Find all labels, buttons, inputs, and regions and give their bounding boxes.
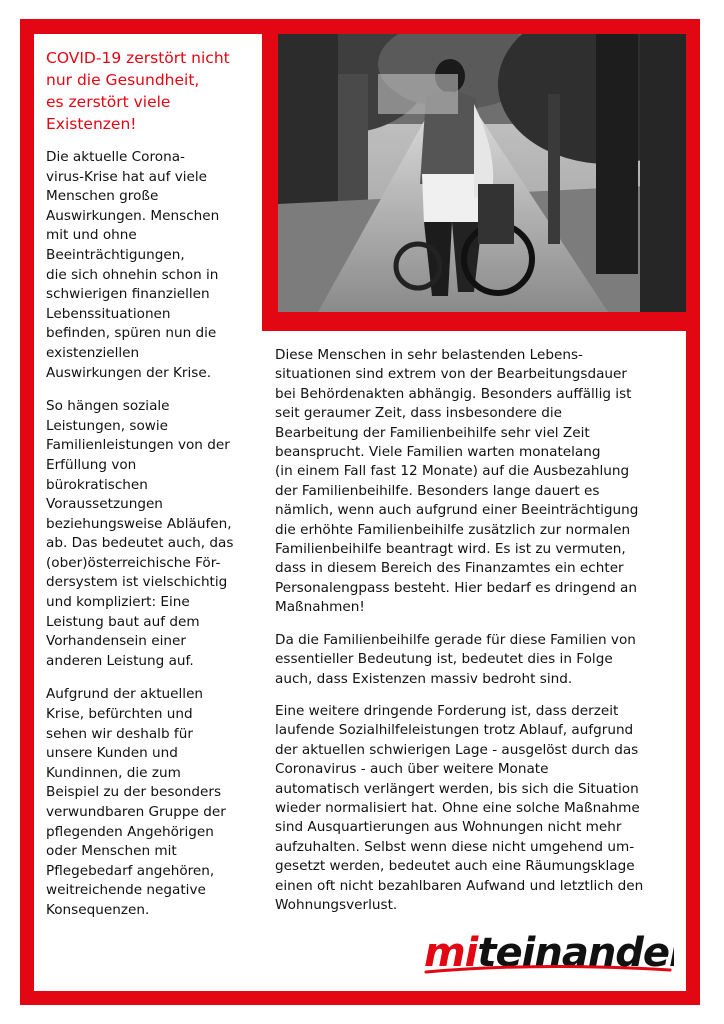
miteinander-logo bbox=[420, 928, 674, 978]
text-line: ab. Das bedeutet auch, das bbox=[46, 535, 234, 552]
text-line: virus-Krise hat auf viele bbox=[46, 168, 208, 185]
text-line: mit und ohne bbox=[46, 227, 137, 244]
text-line: Die aktuelle Corona- bbox=[46, 149, 185, 165]
text-line: anderen Leistung auf. bbox=[46, 652, 194, 669]
text-line: unsere Kunden und bbox=[46, 745, 178, 762]
text-line: (in einem Fall fast 12 Monate) auf die Ausbezahlung bbox=[275, 463, 630, 480]
headline bbox=[46, 47, 262, 135]
right-paragraph-1 bbox=[275, 346, 686, 618]
right-text-column bbox=[262, 331, 686, 991]
text-line: auch, dass Existenzen massiv bedroht sind. bbox=[275, 670, 573, 687]
text-line: und kompliziert: Eine bbox=[46, 594, 190, 611]
text-line: Menschen große bbox=[46, 188, 159, 205]
text-line: So hängen soziale bbox=[46, 398, 170, 415]
text-line: verwundbaren Gruppe der bbox=[46, 804, 226, 820]
text-line: Konsequenzen. bbox=[46, 901, 150, 918]
text-line: Personalengpass besteht. Hier bedarf es dringend an bbox=[275, 579, 637, 596]
text-line: gesetzt werden, bedeutet auch eine Räumungsklage bbox=[275, 858, 635, 875]
text-line: Pflegebedarf angehören, bbox=[46, 862, 215, 879]
text-line: Vorhandensein einer bbox=[46, 633, 186, 650]
text-line: Auswirkungen. Menschen bbox=[46, 207, 220, 224]
photo-wheelchair-walk bbox=[278, 34, 686, 312]
text-line: bürokratischen bbox=[46, 476, 148, 493]
right-paragraph-2 bbox=[275, 631, 686, 689]
left-paragraph-1 bbox=[46, 148, 262, 383]
text-line: Kundinnen, die zum bbox=[46, 764, 181, 781]
text-line: Maßnahmen! bbox=[275, 599, 365, 616]
text-line: nämlich, wenn auch aufgrund einer Beeinträchtigung bbox=[275, 502, 639, 519]
text-line: oder Menschen mit bbox=[46, 843, 177, 860]
text-line: bei Behördenakten abhängig. Besonders auffällig ist bbox=[275, 385, 632, 402]
text-line: Leistungen, sowie bbox=[46, 417, 169, 434]
text-line: Auswirkungen der Krise. bbox=[46, 364, 212, 381]
text-line: Leistung baut auf dem bbox=[46, 613, 200, 630]
text-line: situationen sind extrem von der Bearbeitungsdauer bbox=[275, 366, 627, 383]
text-line: COVID-19 zerstört nicht bbox=[46, 49, 230, 67]
text-line: pflegenden Angehörigen bbox=[46, 823, 214, 840]
text-line: nur die Gesundheit, bbox=[46, 71, 200, 89]
text-line: die erhöhte Familienbeihilfe zusätzlich zur normalen bbox=[275, 521, 631, 538]
text-line: Familienleistungen von der bbox=[46, 437, 230, 454]
text-line: Diese Menschen in sehr belastenden Lebens- bbox=[275, 347, 583, 363]
left-paragraph-3 bbox=[46, 685, 262, 920]
text-line: Wohnungsverlust. bbox=[275, 896, 398, 913]
text-line: Krise, befürchten und bbox=[46, 706, 193, 723]
text-line: existenziellen bbox=[46, 344, 140, 361]
text-line: sind Ausquartierungen aus Wohnungen nicht mehr bbox=[275, 819, 622, 836]
text-line: Beispiel zu der besonders bbox=[46, 784, 222, 801]
text-line: Beeinträchtigungen, bbox=[46, 246, 185, 263]
text-line: Coronavirus - auch über weitere Monate bbox=[275, 761, 549, 778]
left-text-column bbox=[34, 34, 262, 991]
text-line: beansprucht. Viele Familien warten monatelang bbox=[275, 444, 601, 461]
logo-part-teinander: teinander bbox=[477, 930, 674, 976]
text-line: beziehungsweise Abläufen, bbox=[46, 515, 232, 532]
text-line: Da die Familienbeihilfe gerade für diese Familien von bbox=[275, 631, 636, 648]
text-line: dersystem ist vielschichtig bbox=[46, 574, 228, 591]
text-line: seit geraumer Zeit, dass insbesondere die bbox=[275, 405, 563, 422]
right-paragraph-3 bbox=[275, 702, 686, 915]
text-line: dass in diesem Bereich des Finanzamtes ein echter bbox=[275, 560, 624, 577]
text-line: (ober)österreichische För- bbox=[46, 554, 221, 571]
text-line: Lebenssituationen bbox=[46, 305, 171, 322]
text-line: essentieller Bedeutung ist, bedeutet dies in Folge bbox=[275, 651, 613, 668]
text-line: Familienbeihilfe beantragt wird. Es ist zu vermuten, bbox=[275, 541, 626, 558]
text-line: Eine weitere dringende Forderung ist, dass derzeit bbox=[275, 702, 619, 719]
text-line: der Familienbeihilfe. Besonders lange dauert es bbox=[275, 482, 600, 499]
text-line: laufende Sozialhilfeleistungen trotz Ablauf, aufgrund bbox=[275, 722, 634, 739]
left-paragraph-2 bbox=[46, 397, 262, 671]
text-line: die sich ohnehin schon in bbox=[46, 266, 219, 283]
text-line: Aufgrund der aktuellen bbox=[46, 686, 204, 703]
text-line: der aktuellen schwierigen Lage - ausgelöst durch das bbox=[275, 741, 639, 758]
text-line: wieder normalisiert hat. Ohne eine solche Maßnahme bbox=[275, 799, 640, 816]
logo-part-mi: mi bbox=[424, 930, 478, 976]
text-line: Voraussetzungen bbox=[46, 496, 163, 513]
text-line: einen oft nicht bezahlbaren Aufwand und letztlich den bbox=[275, 877, 644, 894]
text-line: Bearbeitung der Familienbeihilfe sehr viel Zeit bbox=[275, 424, 590, 441]
text-line: aufzuhalten. Selbst wenn diese nicht umgehend um- bbox=[275, 838, 635, 855]
text-line: sehen wir deshalb für bbox=[46, 725, 193, 742]
text-line: weitreichende negative bbox=[46, 882, 206, 899]
text-line: Erfüllung von bbox=[46, 456, 137, 473]
text-line: befinden, spüren nun die bbox=[46, 325, 217, 342]
text-line: es zerstört viele bbox=[46, 93, 171, 111]
text-line: automatisch verlängert werden, bis sich die Situation bbox=[275, 780, 639, 797]
text-line: Existenzen! bbox=[46, 115, 137, 133]
text-line: schwierigen finanziellen bbox=[46, 286, 210, 303]
